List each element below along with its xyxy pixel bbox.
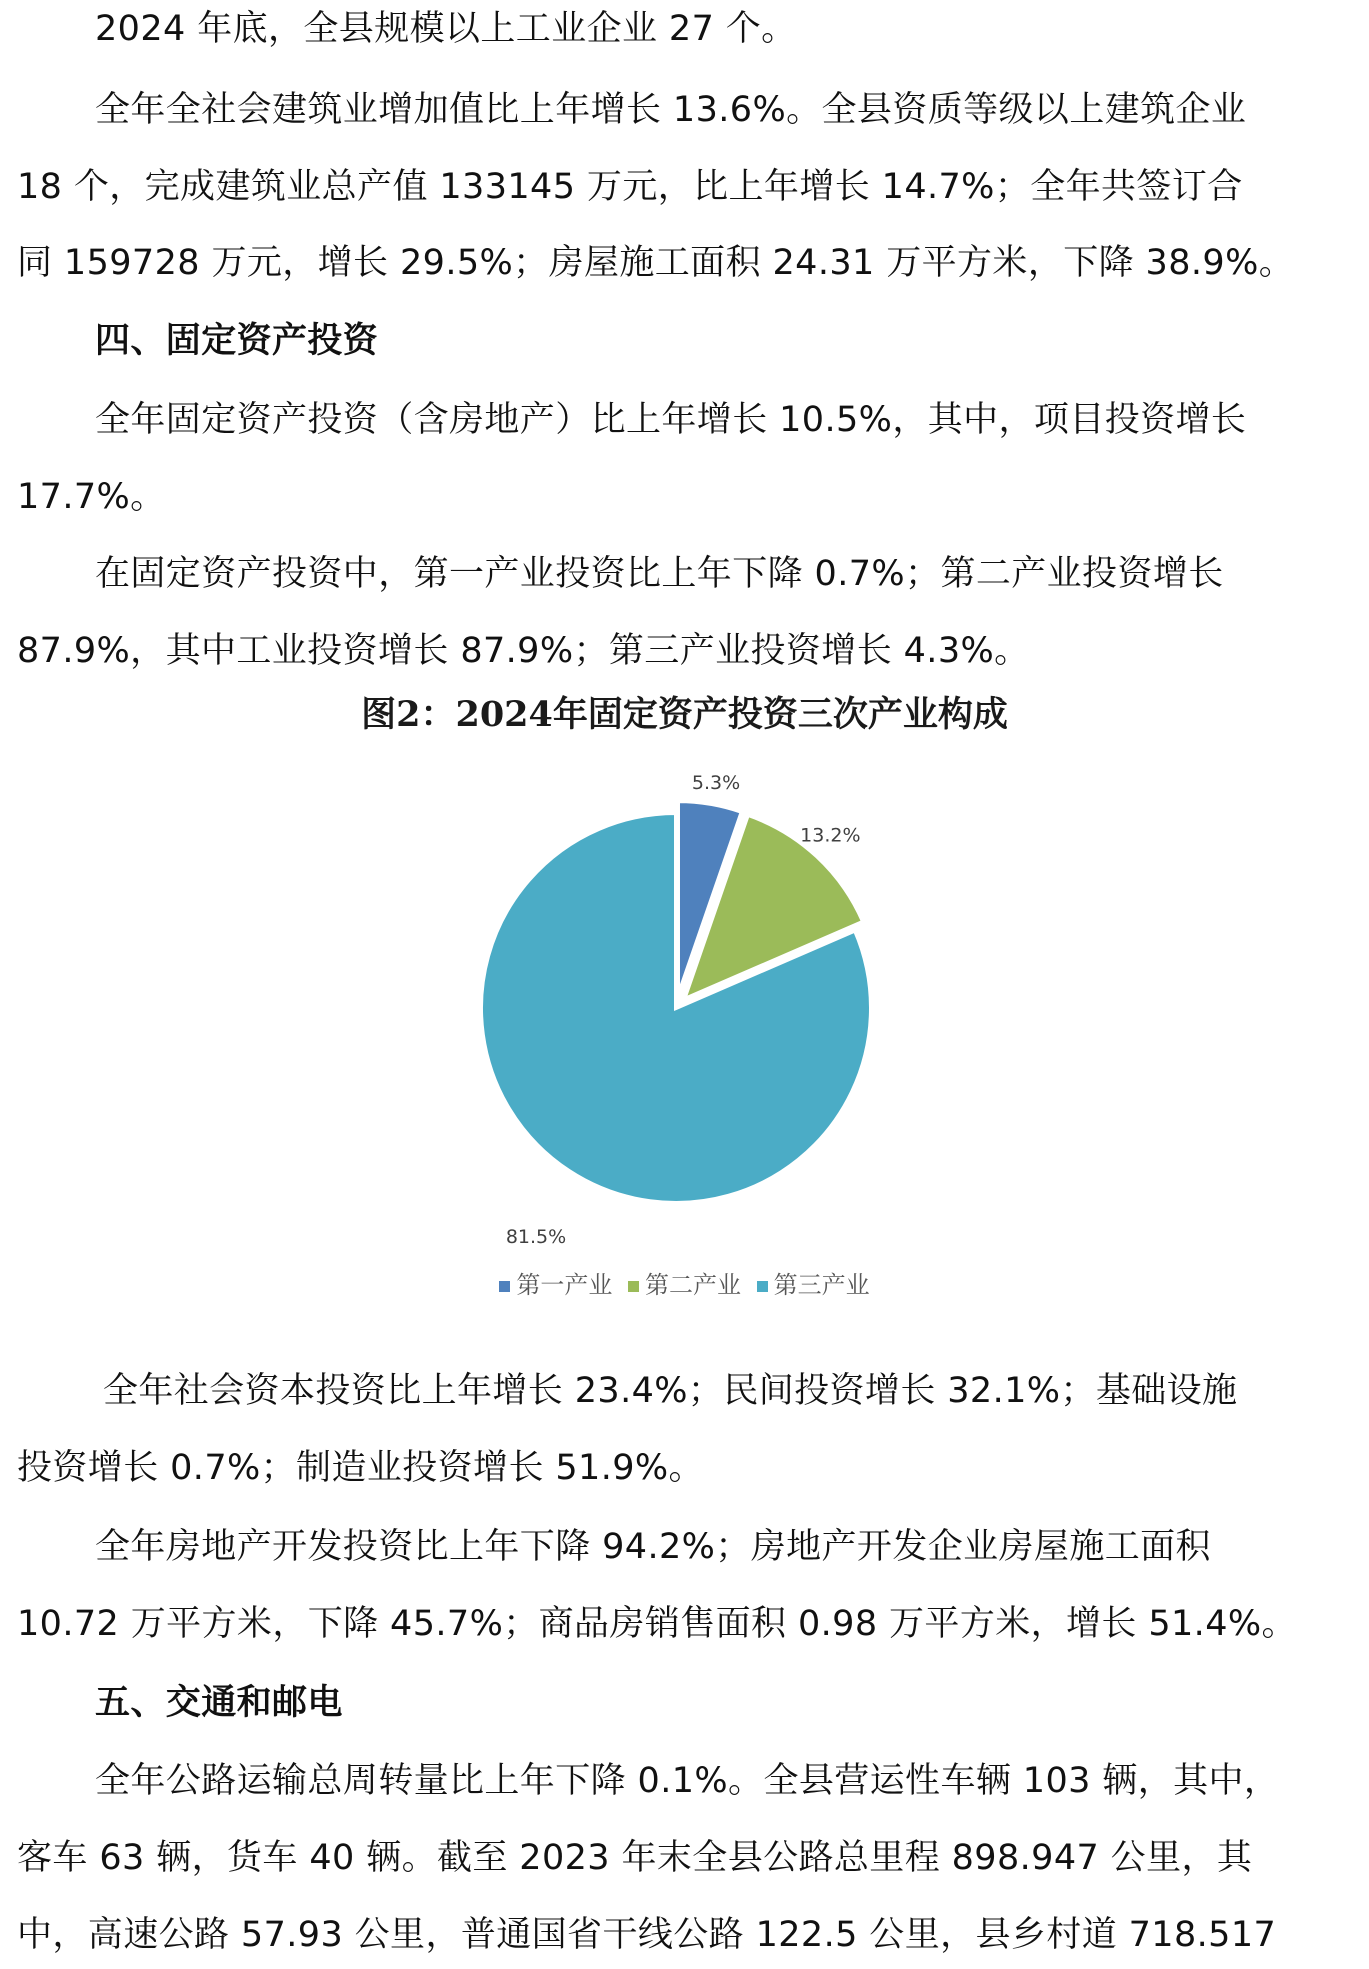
p4-line2: 87.9%，其中工业投资增长 87.9%；第三产业投资增长 4.3%。 [17, 631, 1030, 671]
legend-label-tertiary: 第三产业 [773, 1271, 870, 1299]
p6-line1: 全年房地产开发投资比上年下降 94.2%；房地产开发企业房屋施工面积 [95, 1527, 1211, 1567]
slice-label-secondary: 13.2% [800, 824, 861, 847]
chart-title: 图2：2024年固定资产投资三次产业构成 [361, 694, 1008, 735]
legend-label-primary: 第一产业 [516, 1271, 613, 1299]
p6-line2: 10.72 万平方米，下降 45.7%；商品房销售面积 0.98 万平方米，增长 51.4%。 [17, 1604, 1297, 1644]
pie-chart-svg [0, 690, 1369, 1260]
slice-label-tertiary: 81.5% [505, 1226, 567, 1248]
p3-line1: 全年固定资产投资（含房地产）比上年增长 10.5%，其中，项目投资增长 [95, 400, 1247, 440]
slice-label-primary: 5.3% [691, 772, 741, 794]
p2-line2: 18 个，完成建筑业总产值 133145 万元，比上年增长 14.7%；全年共签订合 [17, 167, 1243, 207]
section-heading-4: 四、固定资产投资 [95, 321, 379, 361]
p1-line1: 2024 年底，全县规模以上工业企业 27 个。 [95, 9, 797, 49]
legend-label-secondary: 第二产业 [645, 1271, 741, 1299]
legend-item-primary [499, 1265, 612, 1300]
p5-line2: 投资增长 0.7%；制造业投资增长 51.9%。 [17, 1448, 704, 1488]
p7-line2: 客车 63 辆，货车 40 辆。截至 2023 年末全县公路总里程 898.947 公里，其 [17, 1838, 1253, 1878]
p5-line1: 全年社会资本投资比上年增长 23.4%；民间投资增长 32.1%；基础设施 [103, 1371, 1238, 1411]
legend-item-tertiary [757, 1265, 870, 1300]
p7-line1: 全年公路运输总周转量比上年下降 0.1%。全县营运性车辆 103 辆，其中， [95, 1761, 1280, 1801]
legend-item-secondary [628, 1265, 741, 1300]
legend-swatch-primary [499, 1281, 510, 1292]
p7-line3: 中，高速公路 57.93 公里，普通国省干线公路 122.5 公里，县乡村道 718.517 [17, 1915, 1277, 1955]
chart-legend [0, 1265, 1369, 1300]
section-heading-5: 五、交通和邮电 [95, 1683, 343, 1723]
pie-chart [0, 690, 1369, 1330]
p2-line3: 同 159728 万元，增长 29.5%；房屋施工面积 24.31 万平方米，下降 38.9%。 [17, 243, 1295, 283]
legend-swatch-tertiary [757, 1281, 768, 1292]
p3-line2: 17.7%。 [17, 477, 166, 517]
legend-swatch-secondary [628, 1281, 639, 1292]
p4-line1: 在固定资产投资中，第一产业投资比上年下降 0.7%；第二产业投资增长 [95, 554, 1224, 594]
p2-line1: 全年全社会建筑业增加值比上年增长 13.6%。全县资质等级以上建筑企业 [95, 90, 1247, 130]
